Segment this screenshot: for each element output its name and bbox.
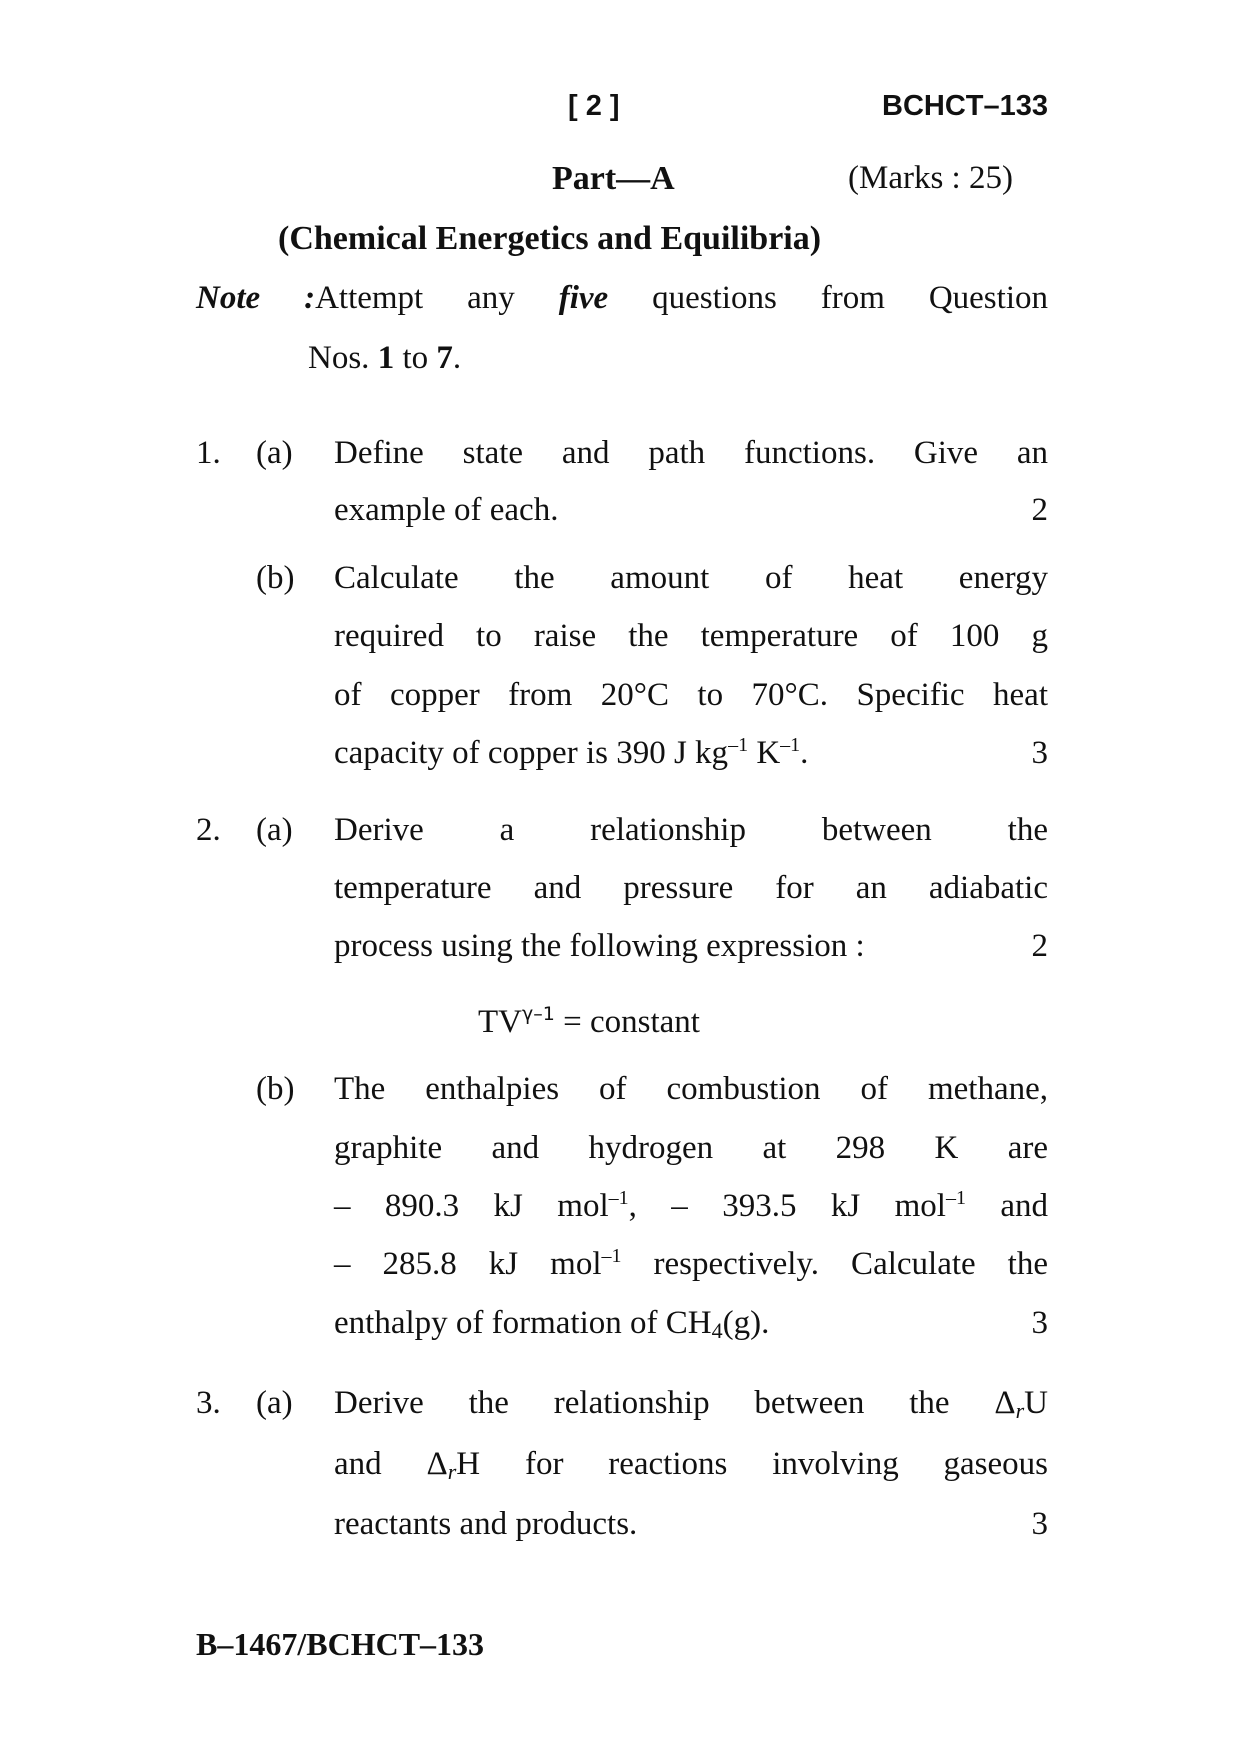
footer-code: B–1467/BCHCT–133 [196, 1626, 485, 1662]
question-2b-line-5: enthalpy of formation of $CH_4(g)$. [334, 1305, 770, 1343]
part-subtitle: (Chemical Energetics and Equilibria) [278, 220, 822, 257]
question-2-number: 2. [196, 812, 221, 848]
part-title: Part—A [552, 160, 675, 197]
note-emphasis: five [558, 280, 609, 316]
note-continuation: Nos. 1 to 7. [308, 340, 462, 376]
note-text-before: Attempt any [315, 280, 515, 316]
note-text-after: questions from Question [652, 280, 1048, 316]
note-label: Note : [196, 280, 316, 316]
question-2a-line-2: temperature and pressure for an adiabatic [334, 870, 1048, 906]
part-marks: (Marks : 25) [848, 160, 1013, 196]
question-1b-line-2: required to raise the temperature of 100 g [334, 618, 1048, 654]
course-code-header: BCHCT–133 [882, 90, 1048, 122]
question-2b-label: (b) [256, 1071, 295, 1107]
note-line [196, 280, 1048, 317]
question-1b-label: (b) [256, 560, 295, 596]
question-3a-marks: 3 [1031, 1506, 1048, 1542]
question-2a-marks: 2 [1031, 928, 1048, 964]
question-2a-line-1: Derive a relationship between the [334, 812, 1048, 848]
question-1b-line-1: Calculate the amount of heat energy [334, 560, 1048, 596]
question-1a-line-1: Define state and path functions. Give an [334, 435, 1048, 471]
question-2b-line-2: graphite and hydrogen at 298 K are [334, 1130, 1048, 1166]
question-1a-marks: 2 [1031, 492, 1048, 528]
question-1-number: 1. [196, 435, 221, 471]
page-number: [ 2 ] [568, 90, 620, 122]
equation: $TV^{\gamma-1}$ = constant [478, 1003, 700, 1040]
question-2a-label: (a) [256, 812, 293, 848]
question-1b-line-3: of copper from 20°C to 70°C. Specific heat [334, 677, 1048, 713]
question-2b-marks: 3 [1031, 1305, 1048, 1341]
question-3a-line-3: reactants and products. [334, 1506, 638, 1542]
question-3a-label: (a) [256, 1385, 293, 1421]
question-3-number: 3. [196, 1385, 221, 1421]
question-1b-line-4: capacity of copper is 390 J $kg^{-1}$ $K^{-1}$. [334, 734, 809, 771]
question-3a-line-1: Derive the relationship between the $\Delta_rU$ [334, 1385, 1048, 1423]
question-2b-line-3: – 890.3 kJ mol$^{-1}$, – 393.5 kJ mol$^{-1}$ and [334, 1187, 1048, 1224]
question-1a-label: (a) [256, 435, 293, 471]
question-3a-line-2: and $\Delta_rH$ for reactions involving gaseous [334, 1446, 1048, 1484]
question-2a-line-3: process using the following expression : [334, 928, 865, 964]
question-2b-line-4: – 285.8 kJ mol$^{-1}$ respectively. Calculate the [334, 1245, 1048, 1282]
question-1a-line-2: example of each. [334, 492, 559, 528]
question-2b-line-1: The enthalpies of combustion of methane, [334, 1071, 1048, 1107]
question-1b-marks: 3 [1031, 735, 1048, 771]
